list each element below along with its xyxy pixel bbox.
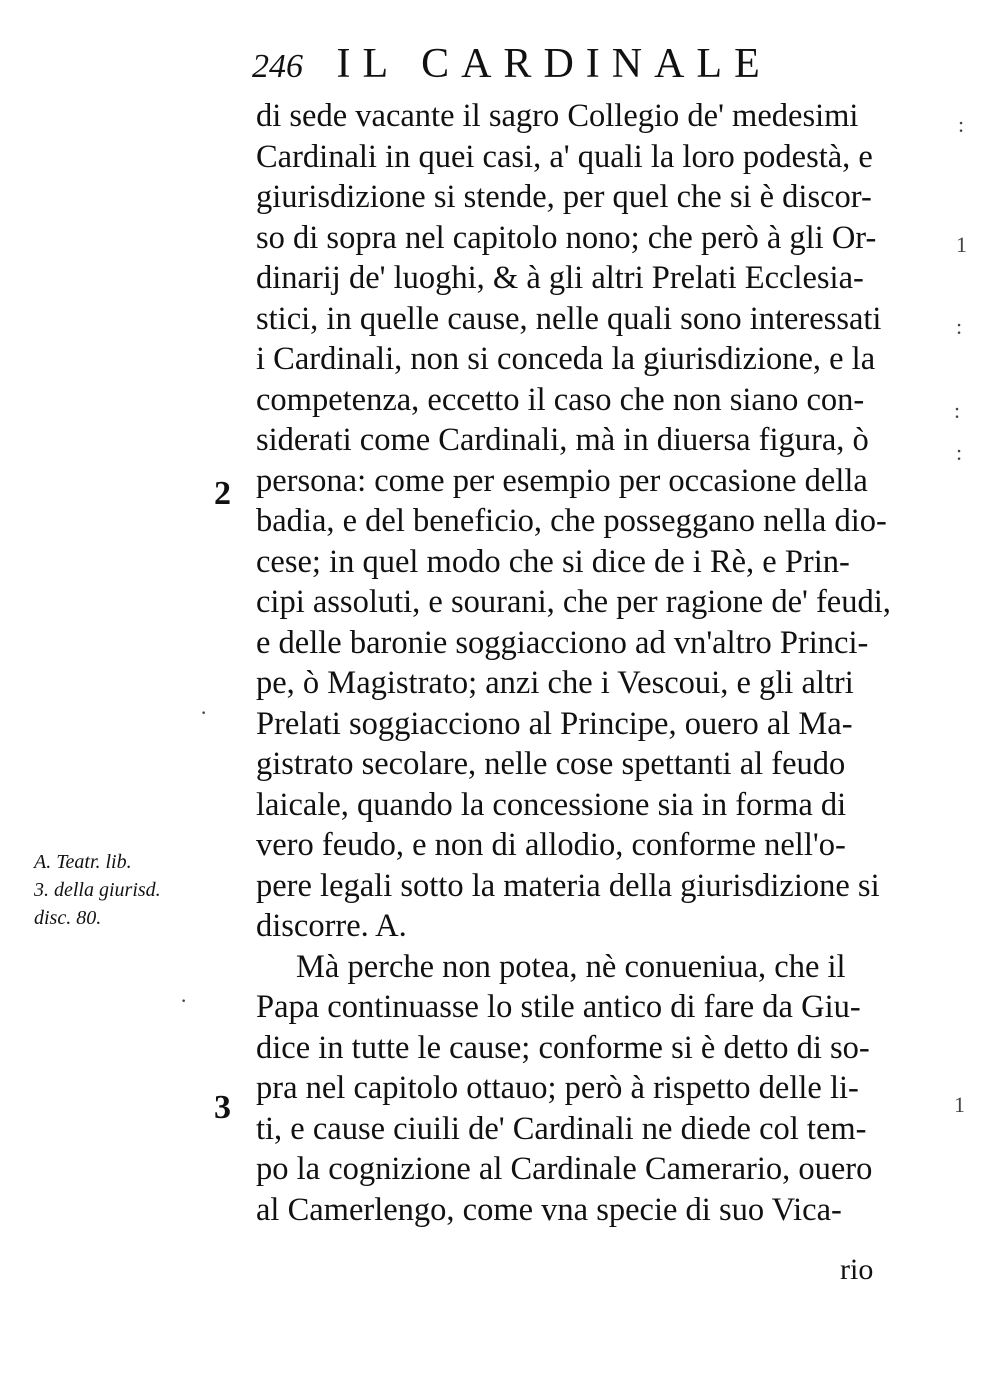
text-line: so di sopra nel capitolo nono; che però à gli Or- — [256, 219, 877, 256]
text-line: pere legali sotto la materia della giurisdizione si — [256, 867, 880, 904]
text-line: di sede vacante il sagro Collegio de' medesimi — [256, 98, 859, 134]
text-line: dinarij de' luoghi, & à gli altri Prelati Ecclesia- — [256, 260, 864, 296]
text-line: Mà perche non potea, nè conueniua, che il — [296, 948, 846, 985]
text-line: gistrato secolare, nelle cose spettanti al feudo — [256, 746, 846, 782]
catchword: rio — [840, 1253, 874, 1286]
text-line: Cardinali in quei casi, a' quali la loro podestà, e — [256, 138, 873, 175]
ink-speck: 1 — [954, 1092, 965, 1117]
marginal-note-line: A. Teatr. lib. — [34, 851, 132, 873]
marginal-note — [34, 848, 214, 932]
text-line: Papa continuasse lo stile antico di fare da Giu- — [256, 989, 861, 1025]
marginal-note-line: 3. della giurisd. — [34, 879, 161, 901]
text-line: dice in tutte le cause; conforme si è detto di so- — [256, 1029, 870, 1066]
text-line: badia, e del beneficio, che posseggano nella dio- — [256, 503, 887, 539]
text-line: pe, ò Magistrato; anzi che i Vescoui, e gli altri — [256, 665, 854, 701]
running-title: IL CARDINALE — [336, 41, 772, 87]
ink-speck: : — [956, 440, 963, 465]
text-line: giurisdizione si stende, per quel che si è discor- — [256, 179, 872, 215]
text-line: discorre. A. — [256, 908, 407, 944]
text-line: persona: come per esempio per occasione della — [256, 462, 868, 499]
ink-speck: 1 — [956, 232, 967, 257]
ink-speck: : — [954, 398, 961, 423]
text-line: po la cognizione al Cardinale Camerario, ouero — [256, 1151, 873, 1187]
ink-speck: · — [180, 988, 188, 1013]
text-line: cipi assoluti, e sourani, che per ragione de' feudi, — [256, 584, 891, 620]
ink-speck: · — [200, 700, 208, 725]
text-line: competenza, eccetto il caso che non siano con- — [256, 381, 865, 418]
margin-number-2: 2 — [214, 475, 231, 512]
ink-speck: : — [958, 112, 965, 137]
text-line: pra nel capitolo ottauo; però à rispetto delle li- — [256, 1070, 859, 1106]
body-text — [256, 96, 946, 1230]
text-line: al Camerlengo, come vna specie di suo Vica- — [256, 1191, 842, 1228]
page-number: 246 — [252, 48, 303, 85]
text-line: Prelati soggiacciono al Principe, ouero al Ma- — [256, 705, 853, 742]
running-head — [252, 34, 892, 94]
text-line: e delle baronie soggiacciono ad vn'altro Princi- — [256, 624, 869, 661]
text-line: cese; in quel modo che si dice de i Rè, e Prin- — [256, 543, 850, 580]
ink-speck: : — [956, 314, 963, 339]
text-line: stici, in quelle cause, nelle quali sono interessati — [256, 300, 882, 337]
text-line: siderati come Cardinali, mà in diuersa figura, ò — [256, 422, 869, 458]
text-line: vero feudo, e non di allodio, conforme nell'o- — [256, 827, 846, 863]
margin-number-3: 3 — [214, 1089, 231, 1126]
text-line: ti, e cause ciuili de' Cardinali ne diede col tem- — [256, 1110, 867, 1147]
text-line: laicale, quando la concessione sia in forma di — [256, 786, 847, 823]
text-line: i Cardinali, non si conceda la giurisdizione, e la — [256, 341, 876, 377]
marginal-note-line: disc. 80. — [34, 907, 102, 929]
